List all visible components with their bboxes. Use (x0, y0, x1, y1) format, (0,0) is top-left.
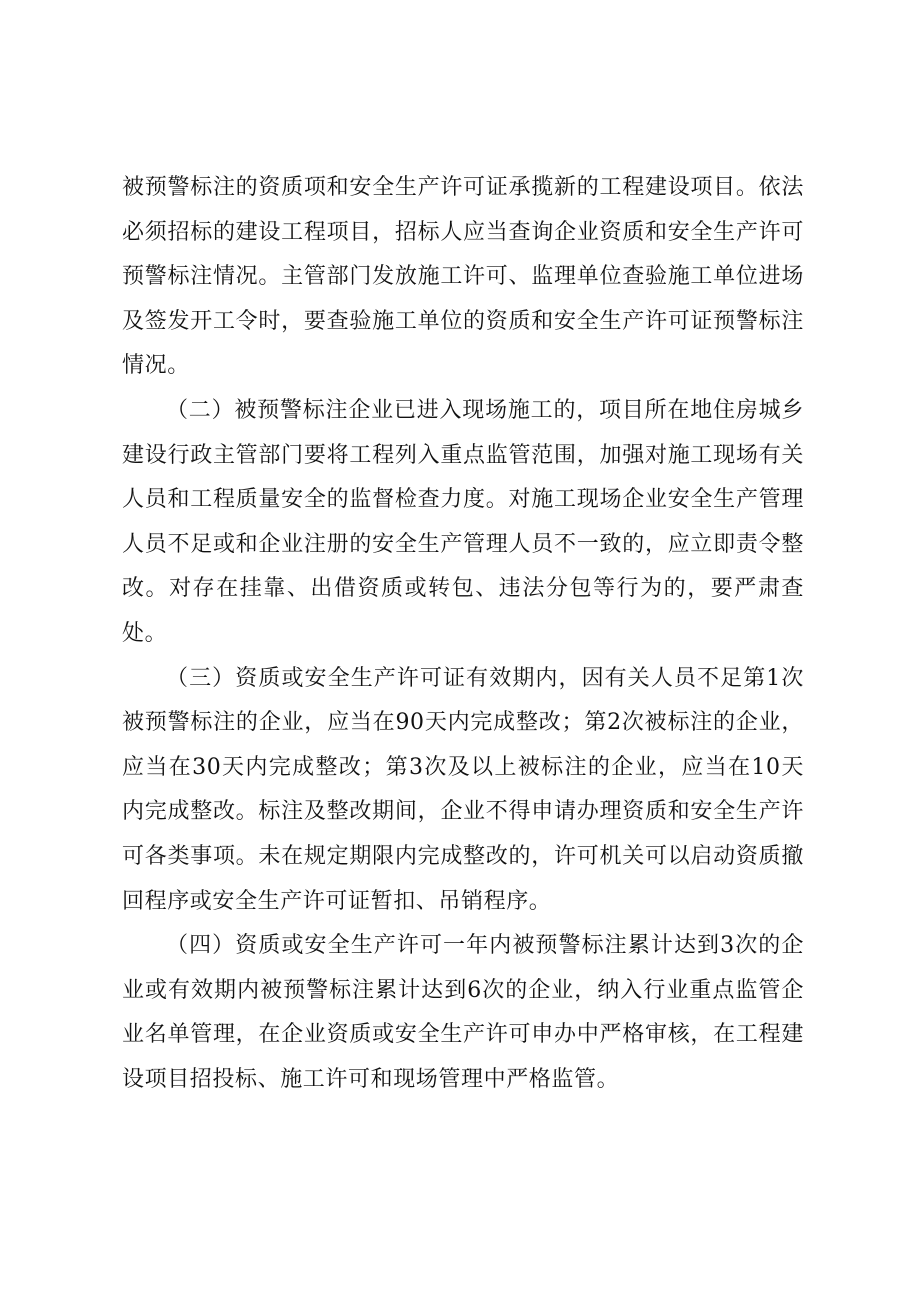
paragraph-section-4: （四）资质或安全生产许可一年内被预警标注累计达到3次的企业或有效期内被预警标注累计达到6次的企业，纳入行业重点监管企业名单管理，在企业资质或安全生产许可申办中严格审核，在工程建设项目招投标、施工许可和现场管理中严格监管。 (122, 933, 804, 1092)
paragraph-section-2: （二）被预警标注企业已进入现场施工的，项目所在地住房城乡建设行政主管部门要将工程列入重点监管范围，加强对施工现场有关人员和工程质量安全的监督检查力度。对施工现场企业安全生产管理人员不足或和企业注册的安全生产管理人员不一致的，应立即责令整改。对存在挂靠、出借资质或转包、违法分包等行为的，要严肃查处。 (122, 397, 804, 646)
paragraph-section-3: （三）资质或安全生产许可证有效期内，因有关人员不足第1次被预警标注的企业，应当在90天内完成整改；第2次被标注的企业，应当在30天内完成整改；第3次及以上被标注的企业，应当在10天内完成整改。标注及整改期间，企业不得申请办理资质和安全生产许可各类事项。未在规定期限内完成整改的，许可机关可以启动资质撤回程序或安全生产许可证暂扣、吊销程序。 (122, 665, 804, 914)
document-body (122, 166, 804, 1102)
paragraph-continuation: 被预警标注的资质项和安全生产许可证承揽新的工程建设项目。依法必须招标的建设工程项目，招标人应当查询企业资质和安全生产许可预警标注情况。主管部门发放施工许可、监理单位查验施工单位进场及签发开工令时，要查验施工单位的资质和安全生产许可证预警标注情况。 (122, 175, 804, 379)
